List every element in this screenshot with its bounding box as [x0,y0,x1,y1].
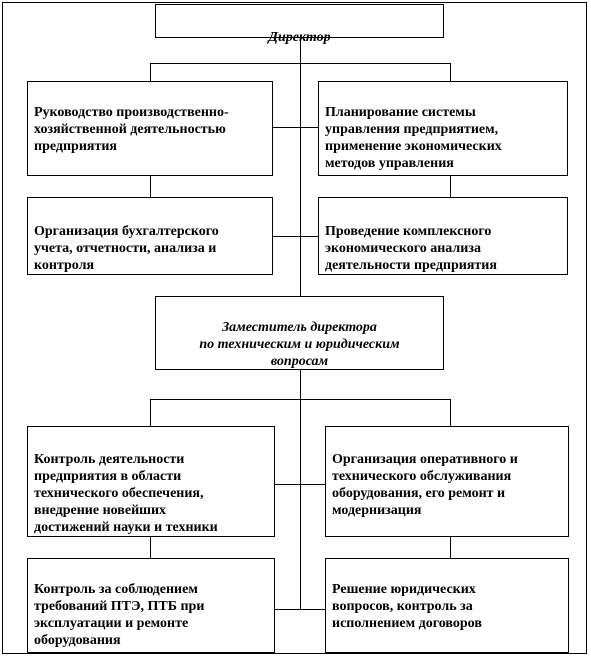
unit-planning-system [318,81,568,176]
row2-connector [273,236,318,237]
director-box [155,4,444,45]
left-column-link-2 [150,537,151,558]
right-column-link-1 [450,176,451,197]
deputy-title: Заместитель директора по техническим и юридическим вопросам [199,320,400,369]
director-title: Директор [268,30,331,45]
director-left-drop [150,63,151,81]
deputy-director-box [155,296,444,370]
unit-accounting [27,197,273,275]
unit-label: Планирование системы управления предприятием, применение экономических методов управления [325,105,502,171]
unit-economic-analysis [318,197,568,275]
director-right-drop [450,63,451,81]
unit-label: Контроль за соблюдением требований ПТЭ, ПТБ при эксплуатации и ремонте оборудования [34,582,205,648]
row3-connector [275,484,325,485]
deputy-right-drop [450,399,451,426]
deputy-branch-line [150,399,450,400]
unit-label: Организация оперативного и технического обслуживания оборудования, его ремонт и модернизация [332,452,518,518]
left-column-link-1 [150,176,151,197]
row4-connector [275,609,325,610]
unit-label: Контроль деятельности предприятия в области технического обеспечения, внедрение новейших достижений науки и техники [34,452,218,535]
unit-safety-compliance [27,558,275,653]
unit-label: Решение юридических вопросов, контроль за исполнением договоров [332,582,482,631]
unit-legal-issues [325,558,569,653]
unit-label: Руководство производственно- хозяйственной деятельностью предприятия [34,105,229,154]
row1-connector [273,127,318,128]
unit-technical-control [27,426,275,537]
unit-label: Организация бухгалтерского учета, отчетности, анализа и контроля [34,224,219,273]
director-branch-line [150,63,450,64]
unit-label: Проведение комплексного экономического анализа деятельности предприятия [325,224,497,273]
unit-production-management [27,81,273,176]
right-column-link-2 [450,537,451,558]
deputy-left-drop [150,399,151,426]
unit-maintenance [325,426,569,537]
